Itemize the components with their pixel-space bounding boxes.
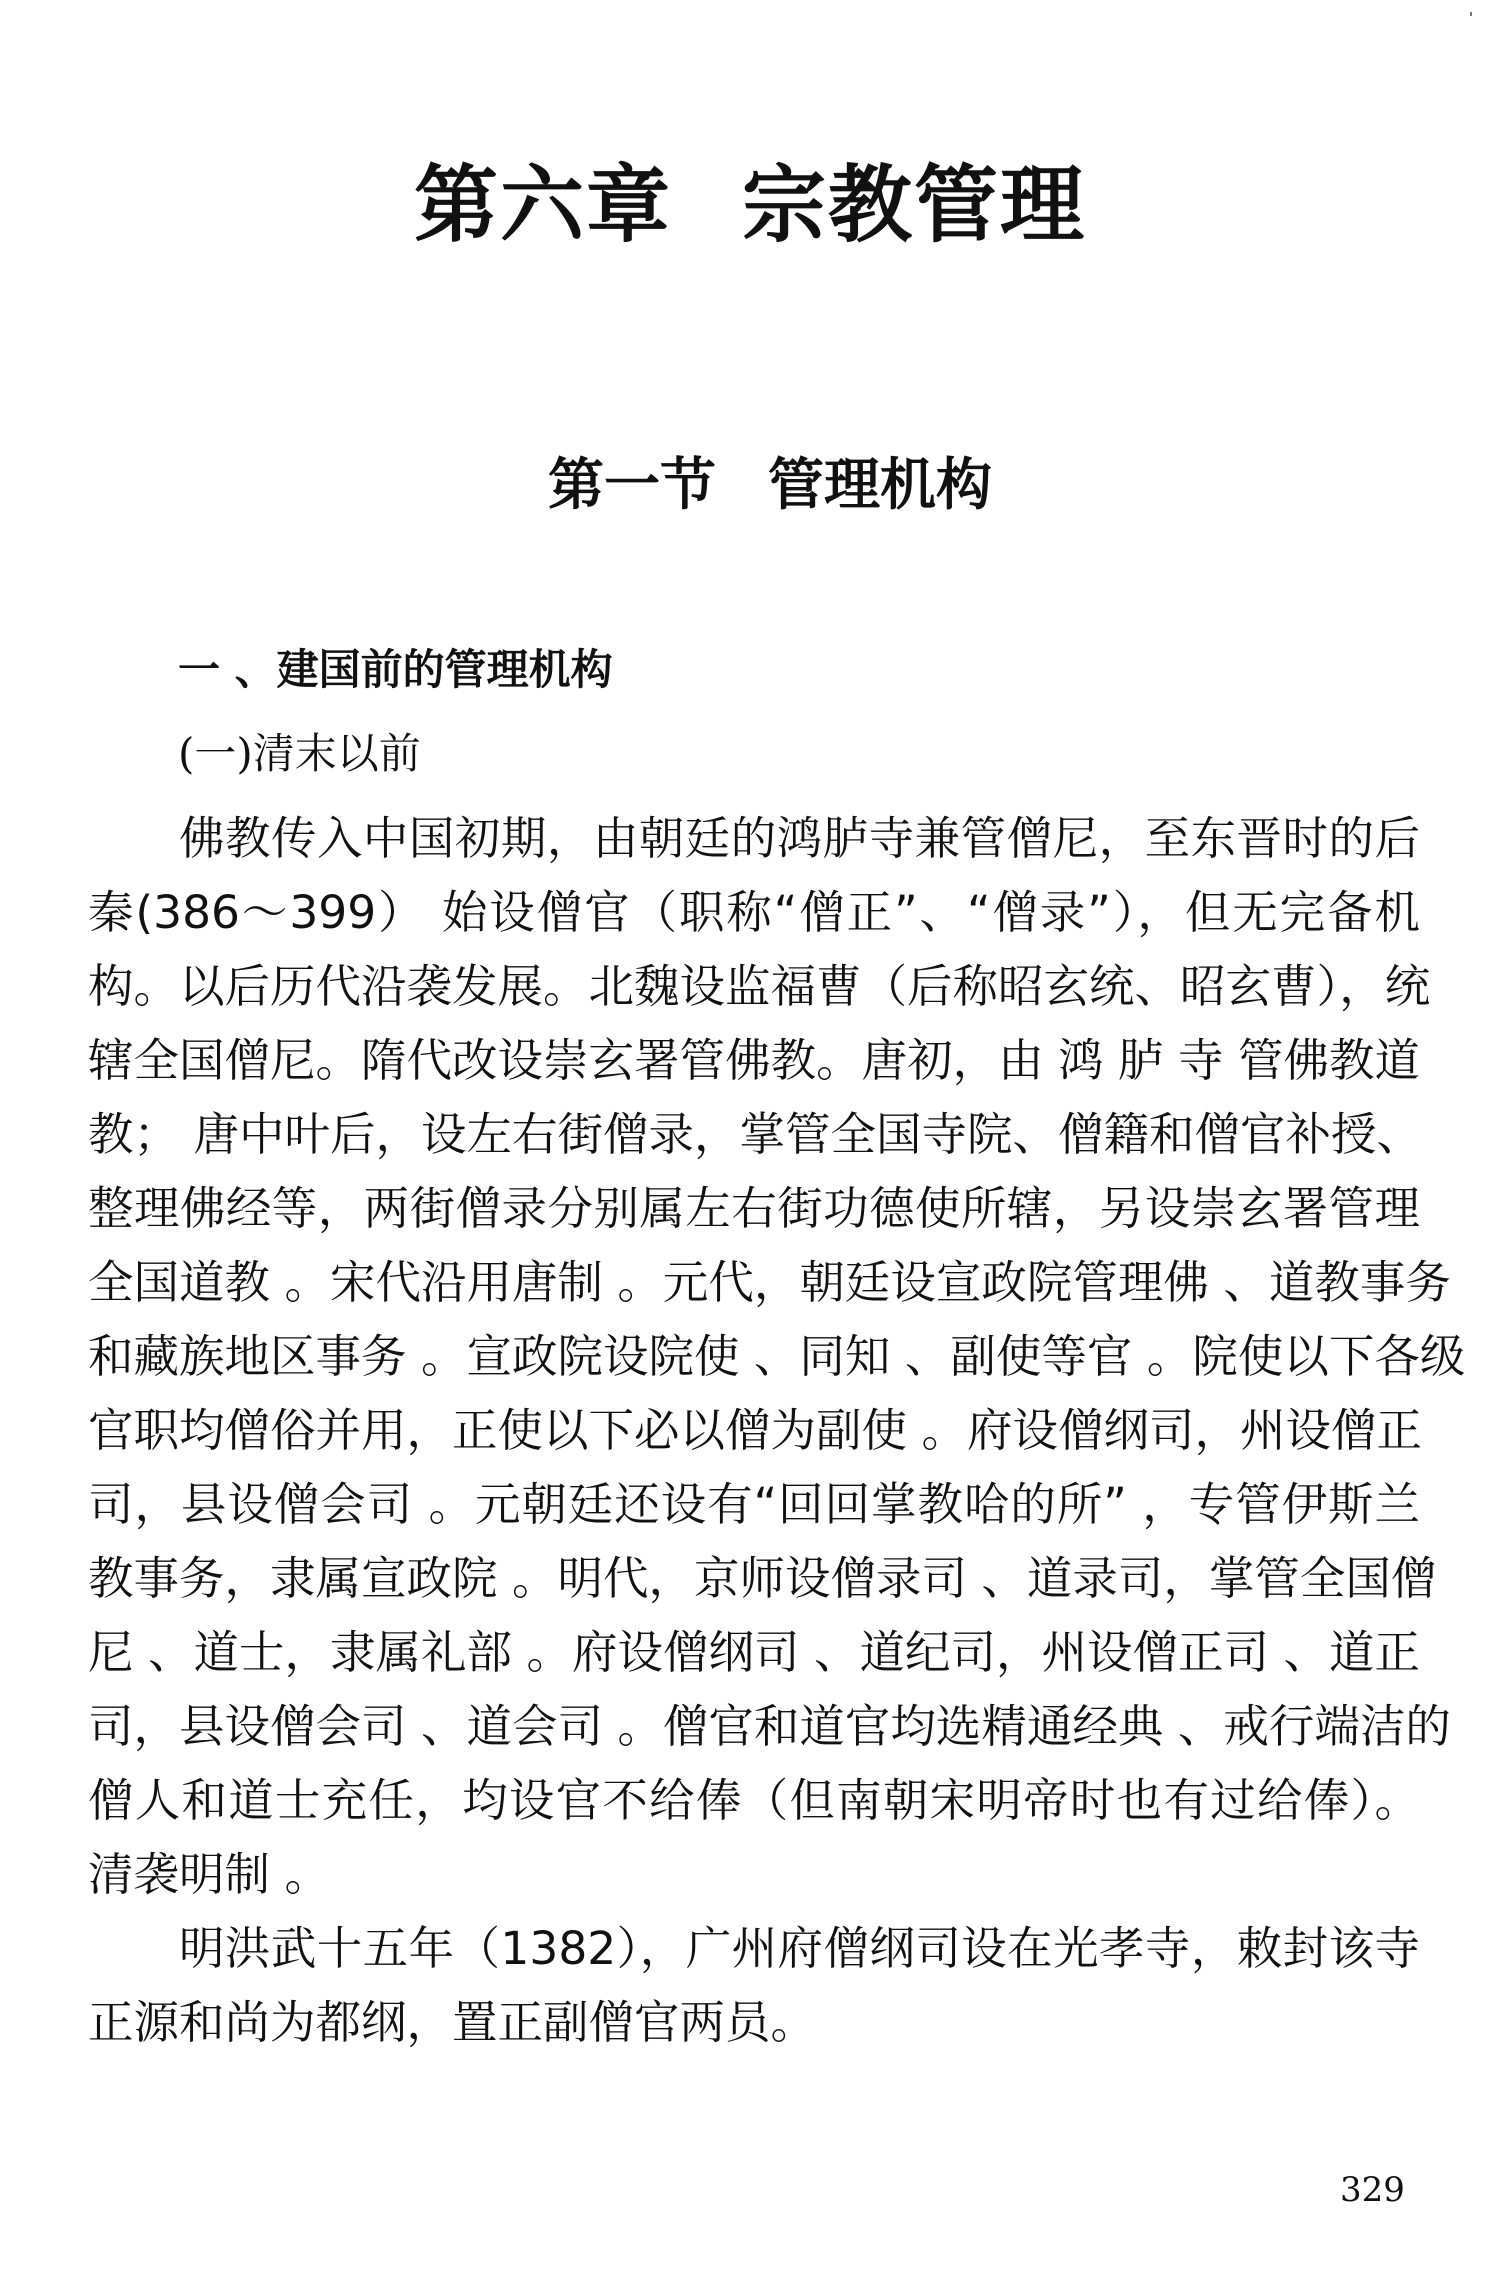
text-line: 和藏族地区事务 。宣政院设院使 、同知 、副使等官 。院使以下各级 — [88, 1330, 1466, 1383]
text-line: 教事务，隶属宣政院 。明代，京师设僧录司 、道录司，掌管全国僧 — [88, 1552, 1437, 1605]
text-line: 全国道教 。宋代沿用唐制 。元代，朝廷设宣政院管理佛 、道教事务 — [88, 1256, 1451, 1309]
text-line: 辖全国僧尼。隋代改设崇玄署管佛教。唐初，由 鸿 胪 寺 管佛教道 — [88, 1034, 1420, 1087]
text-line: 构。以后历代沿袭发展。北魏设监福曹（后称昭玄统、昭玄曹），统 — [88, 960, 1431, 1013]
text-line: 司，县设僧会司 、道会司 。僧官和道官均选精通经典 、戒行端洁的 — [88, 1700, 1451, 1753]
section-title — [0, 448, 1500, 524]
scan-speck — [1470, 12, 1472, 16]
text-line: 明洪武十五年（1382），广州府僧纲司设在光孝寺，敕封该寺 — [179, 1922, 1420, 1975]
chapter-number: 第六章 — [413, 156, 672, 254]
text-line: 正源和尚为都纲，置正副僧官两员。 — [88, 1996, 817, 2049]
text-line: 清袭明制 。 — [88, 1848, 330, 1901]
chapter-title — [0, 150, 1500, 260]
subsection-heading: 一 、建国前的管理机构 — [178, 645, 613, 694]
text-line: 官职均僧俗并用，正使以下必以僧为副使 。府设僧纲司，州设僧正 — [88, 1404, 1422, 1457]
text-line: 僧人和道士充任，均设官不给俸（但南朝宋明帝时也有过给俸）。 — [88, 1774, 1420, 1827]
paragraph-1 — [88, 802, 1466, 1912]
text-line: 教； 唐中叶后，设左右街僧录，掌管全国寺院、僧籍和僧官补授、 — [88, 1108, 1422, 1161]
section-number: 第一节 — [548, 453, 716, 518]
body-text — [88, 802, 1466, 2060]
section-name: 管理机构 — [768, 453, 992, 518]
text-line: 司，县设僧会司 。元朝廷还设有“回回掌教哈的所” ，专管伊斯兰 — [88, 1478, 1420, 1531]
page-number: 329 — [1340, 2170, 1405, 2210]
paragraph-2 — [88, 1912, 1420, 2060]
chapter-name: 宗教管理 — [742, 156, 1087, 254]
text-line: 佛教传入中国初期，由朝廷的鸿胪寺兼管僧尼，至东晋时的后 — [179, 812, 1420, 865]
text-line: 秦(386～399） 始设僧官（职称“僧正”、“僧录”），但无完备机 — [88, 886, 1420, 939]
text-line: 尼 、道士，隶属礼部 。府设僧纲司 、道纪司，州设僧正司 、道正 — [88, 1626, 1420, 1679]
text-line: 整理佛经等，两街僧录分别属左右街功德使所辖，另设崇玄署管理 — [88, 1182, 1420, 1235]
sub-subsection-heading: (一)清末以前 — [178, 729, 421, 778]
